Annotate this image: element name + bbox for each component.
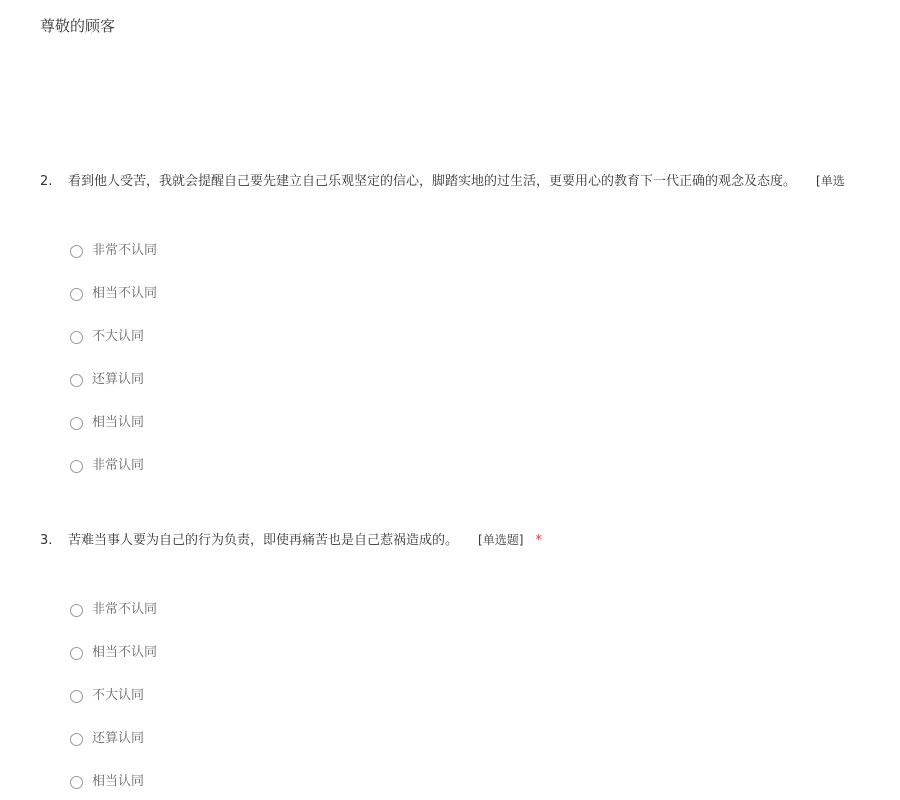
question-header	[40, 530, 542, 550]
option-label: 不大认同	[92, 329, 145, 344]
radio-button[interactable]	[70, 776, 83, 789]
option-label: 相当不认同	[92, 286, 158, 301]
option-label: 非常不认同	[92, 602, 158, 617]
option-label: 不大认同	[92, 688, 145, 703]
option-somewhat-agree[interactable]	[70, 729, 144, 749]
question-header	[40, 171, 845, 191]
question-type-label: [单选题]	[478, 533, 524, 547]
option-label: 相当不认同	[92, 645, 158, 660]
radio-button[interactable]	[70, 604, 83, 617]
radio-button[interactable]	[70, 374, 83, 387]
radio-button[interactable]	[70, 417, 83, 430]
question-text: 看到他人受苦，我就会提醒自己要先建立自己乐观坚定的信心，脚踏实地的过生活，更要用心的教育下一代正确的观念及态度。	[68, 174, 797, 189]
survey-greeting: 尊敬的顾客	[40, 17, 116, 35]
option-label: 相当认同	[92, 415, 145, 430]
question-number: 2.	[40, 174, 53, 189]
question-text: 苦难当事人要为自己的行为负责，即使再痛苦也是自己惹祸造成的。	[68, 533, 459, 548]
radio-button[interactable]	[70, 733, 83, 746]
question-number: 3.	[40, 533, 53, 548]
question-type-label: [单选	[816, 174, 845, 188]
option-quite-disagree[interactable]	[70, 643, 157, 663]
radio-button[interactable]	[70, 331, 83, 344]
option-strongly-disagree[interactable]	[70, 241, 157, 261]
option-label: 非常认同	[92, 458, 145, 473]
option-quite-agree[interactable]	[70, 772, 144, 792]
option-not-much-agree[interactable]	[70, 686, 144, 706]
radio-button[interactable]	[70, 245, 83, 258]
radio-button[interactable]	[70, 690, 83, 703]
option-strongly-disagree[interactable]	[70, 600, 157, 620]
radio-button[interactable]	[70, 460, 83, 473]
option-label: 相当认同	[92, 774, 145, 789]
option-quite-agree[interactable]	[70, 413, 144, 433]
option-somewhat-agree[interactable]	[70, 370, 144, 390]
radio-button[interactable]	[70, 288, 83, 301]
radio-button[interactable]	[70, 647, 83, 660]
option-label: 非常不认同	[92, 243, 158, 258]
option-not-much-agree[interactable]	[70, 327, 144, 347]
option-label: 还算认同	[92, 372, 145, 387]
option-label: 还算认同	[92, 731, 145, 746]
option-strongly-agree[interactable]	[70, 456, 144, 476]
required-marker: *	[535, 533, 542, 548]
option-quite-disagree[interactable]	[70, 284, 157, 304]
